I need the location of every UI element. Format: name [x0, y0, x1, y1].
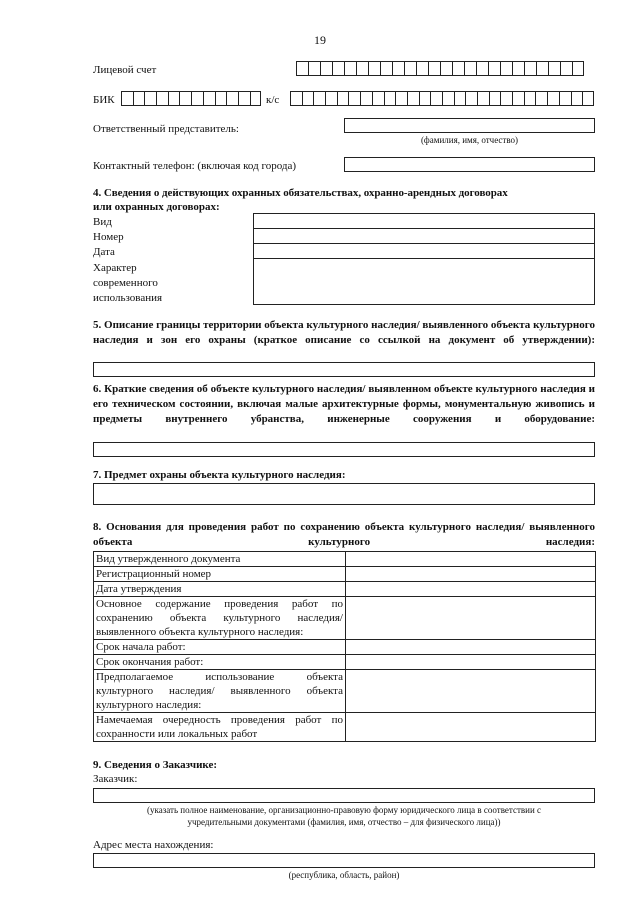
digit-cell[interactable]: [428, 61, 440, 76]
customer-label: Заказчик:: [93, 773, 138, 785]
customer-field[interactable]: [93, 788, 595, 803]
work-order-label: Намечаемая очередность проведения работ по сохранности или локальных работ: [94, 713, 346, 742]
digit-cell[interactable]: [454, 91, 466, 106]
start-date-field[interactable]: [346, 640, 596, 655]
digit-cell[interactable]: [442, 91, 454, 106]
digit-cell[interactable]: [512, 91, 524, 106]
digit-cell[interactable]: [179, 91, 191, 106]
reg-number-label: Регистрационный номер: [94, 567, 346, 582]
doc-type-label: Вид утвержденного документа: [94, 552, 346, 567]
digit-cell[interactable]: [250, 91, 262, 106]
section4-date-label: Дата: [93, 246, 115, 258]
work-order-field[interactable]: [346, 713, 596, 742]
digit-cell[interactable]: [392, 61, 404, 76]
section4-number-field[interactable]: [253, 228, 595, 244]
section8-title: 8. Основания для проведения работ по сохранению объекта культурного наследия/ выявленного объекта культурного наследия:: [93, 521, 595, 548]
digit-cell[interactable]: [337, 91, 349, 106]
section5-title: 5. Описание границы территории объекта культурного наследия/ выявленного объекта культурного наследия и зон его охраны (краткое описание со ссылкой на документ об утверждении):: [93, 319, 595, 346]
digit-cell[interactable]: [582, 91, 594, 106]
digit-cell[interactable]: [384, 91, 396, 106]
digit-cell[interactable]: [313, 91, 325, 106]
digit-cell[interactable]: [356, 61, 368, 76]
digit-cell[interactable]: [360, 91, 372, 106]
digit-cell[interactable]: [571, 91, 583, 106]
account-number-cells[interactable]: [296, 61, 584, 76]
digit-cell[interactable]: [395, 91, 407, 106]
bik-label: БИК: [93, 94, 115, 106]
digit-cell[interactable]: [404, 61, 416, 76]
table-row: [94, 640, 596, 655]
digit-cell[interactable]: [419, 91, 431, 106]
account-label: Лицевой счет: [93, 64, 157, 76]
digit-cell[interactable]: [168, 91, 180, 106]
table-row: [94, 582, 596, 597]
page-number: 19: [314, 33, 326, 47]
section9-title: 9. Сведения о Заказчике:: [93, 759, 218, 771]
table-row: [94, 552, 596, 567]
digit-cell[interactable]: [296, 61, 308, 76]
section4-title-line2: или охранных договорах:: [93, 201, 220, 213]
work-content-field[interactable]: [346, 597, 596, 640]
representative-field[interactable]: [344, 118, 595, 133]
digit-cell[interactable]: [203, 91, 215, 106]
digit-cell[interactable]: [238, 91, 250, 106]
digit-cell[interactable]: [133, 91, 145, 106]
digit-cell[interactable]: [191, 91, 203, 106]
approval-date-field[interactable]: [346, 582, 596, 597]
customer-note-line1: (указать полное наименование, организационно-правовую форму юридического лица в соответствии с: [146, 805, 542, 815]
phone-label: Контактный телефон: (включая код города): [93, 160, 297, 172]
table-row: [94, 655, 596, 670]
section4-usage-label-2: современного: [93, 277, 158, 289]
bik-cells[interactable]: [121, 91, 261, 106]
digit-cell[interactable]: [535, 91, 547, 106]
digit-cell[interactable]: [536, 61, 548, 76]
digit-cell[interactable]: [348, 91, 360, 106]
section4-type-label: Вид: [93, 216, 112, 228]
section7-field[interactable]: [93, 483, 595, 505]
digit-cell[interactable]: [290, 91, 302, 106]
ks-label: к/с: [266, 94, 280, 106]
digit-cell[interactable]: [430, 91, 442, 106]
section6-field[interactable]: [93, 442, 595, 457]
digit-cell[interactable]: [477, 91, 489, 106]
section8-table: [93, 551, 596, 742]
digit-cell[interactable]: [302, 91, 314, 106]
digit-cell[interactable]: [144, 91, 156, 106]
digit-cell[interactable]: [215, 91, 227, 106]
section7-title: 7. Предмет охраны объекта культурного наследия:: [93, 469, 346, 481]
digit-cell[interactable]: [440, 61, 452, 76]
approval-date-label: Дата утверждения: [94, 582, 346, 597]
digit-cell[interactable]: [524, 91, 536, 106]
section4-number-label: Номер: [93, 231, 124, 243]
digit-cell[interactable]: [465, 91, 477, 106]
table-row: [94, 713, 596, 742]
digit-cell[interactable]: [464, 61, 476, 76]
ks-cells[interactable]: [290, 91, 594, 106]
digit-cell[interactable]: [332, 61, 344, 76]
digit-cell[interactable]: [308, 61, 320, 76]
intended-use-field[interactable]: [346, 670, 596, 713]
section4-date-field[interactable]: [253, 243, 595, 259]
digit-cell[interactable]: [372, 91, 384, 106]
digit-cell[interactable]: [500, 61, 512, 76]
digit-cell[interactable]: [500, 91, 512, 106]
end-date-field[interactable]: [346, 655, 596, 670]
digit-cell[interactable]: [547, 91, 559, 106]
digit-cell[interactable]: [489, 91, 501, 106]
digit-cell[interactable]: [452, 61, 464, 76]
digit-cell[interactable]: [559, 91, 571, 106]
intended-use-label: Предполагаемое использование объекта культурного наследия/ выявленного объекта культурного наследия:: [94, 670, 346, 713]
section4-usage-field[interactable]: [253, 258, 595, 305]
representative-label: Ответственный представитель:: [93, 123, 239, 135]
digit-cell[interactable]: [344, 61, 356, 76]
representative-note: (фамилия, имя, отчество): [420, 135, 519, 145]
digit-cell[interactable]: [524, 61, 536, 76]
digit-cell[interactable]: [560, 61, 572, 76]
section4-usage-label-3: использования: [93, 292, 163, 304]
table-row: [94, 567, 596, 582]
digit-cell[interactable]: [325, 91, 337, 106]
digit-cell[interactable]: [368, 61, 380, 76]
digit-cell[interactable]: [572, 61, 584, 76]
digit-cell[interactable]: [416, 61, 428, 76]
address-field[interactable]: [93, 853, 595, 868]
end-date-label: Срок окончания работ:: [94, 655, 346, 670]
digit-cell[interactable]: [320, 61, 332, 76]
digit-cell[interactable]: [488, 61, 500, 76]
address-note: (республика, область, район): [288, 870, 400, 880]
digit-cell[interactable]: [380, 61, 392, 76]
section4-type-field[interactable]: [253, 213, 595, 229]
work-content-label: Основное содержание проведения работ по сохранению объекта культурного наследия/ выявленного объекта культурного наследия:: [94, 597, 346, 640]
section6-title: 6. Краткие сведения об объекте культурного наследия/ выявленном объекте культурного наследия и его техническом состоянии, включая малые архитектурные формы, монументальную живопись и предметы внутреннего убранства, инженерные сооружения и оборудование:: [93, 383, 595, 425]
digit-cell[interactable]: [226, 91, 238, 106]
digit-cell[interactable]: [476, 61, 488, 76]
phone-field[interactable]: [344, 157, 595, 172]
digit-cell[interactable]: [548, 61, 560, 76]
section4-usage-label-1: Характер: [93, 262, 137, 274]
start-date-label: Срок начала работ:: [94, 640, 346, 655]
reg-number-field[interactable]: [346, 567, 596, 582]
address-label: Адрес места нахождения:: [93, 839, 214, 851]
section5-field[interactable]: [93, 362, 595, 377]
doc-type-field[interactable]: [346, 552, 596, 567]
digit-cell[interactable]: [121, 91, 133, 106]
customer-note-line2: учредительными документами (фамилия, имя, отчество – для физического лица)): [187, 817, 501, 827]
digit-cell[interactable]: [512, 61, 524, 76]
table-row: [94, 670, 596, 713]
digit-cell[interactable]: [156, 91, 168, 106]
table-row: [94, 597, 596, 640]
section4-title-line1: 4. Сведения о действующих охранных обязательствах, охранно-арендных договорах: [93, 187, 508, 199]
digit-cell[interactable]: [407, 91, 419, 106]
